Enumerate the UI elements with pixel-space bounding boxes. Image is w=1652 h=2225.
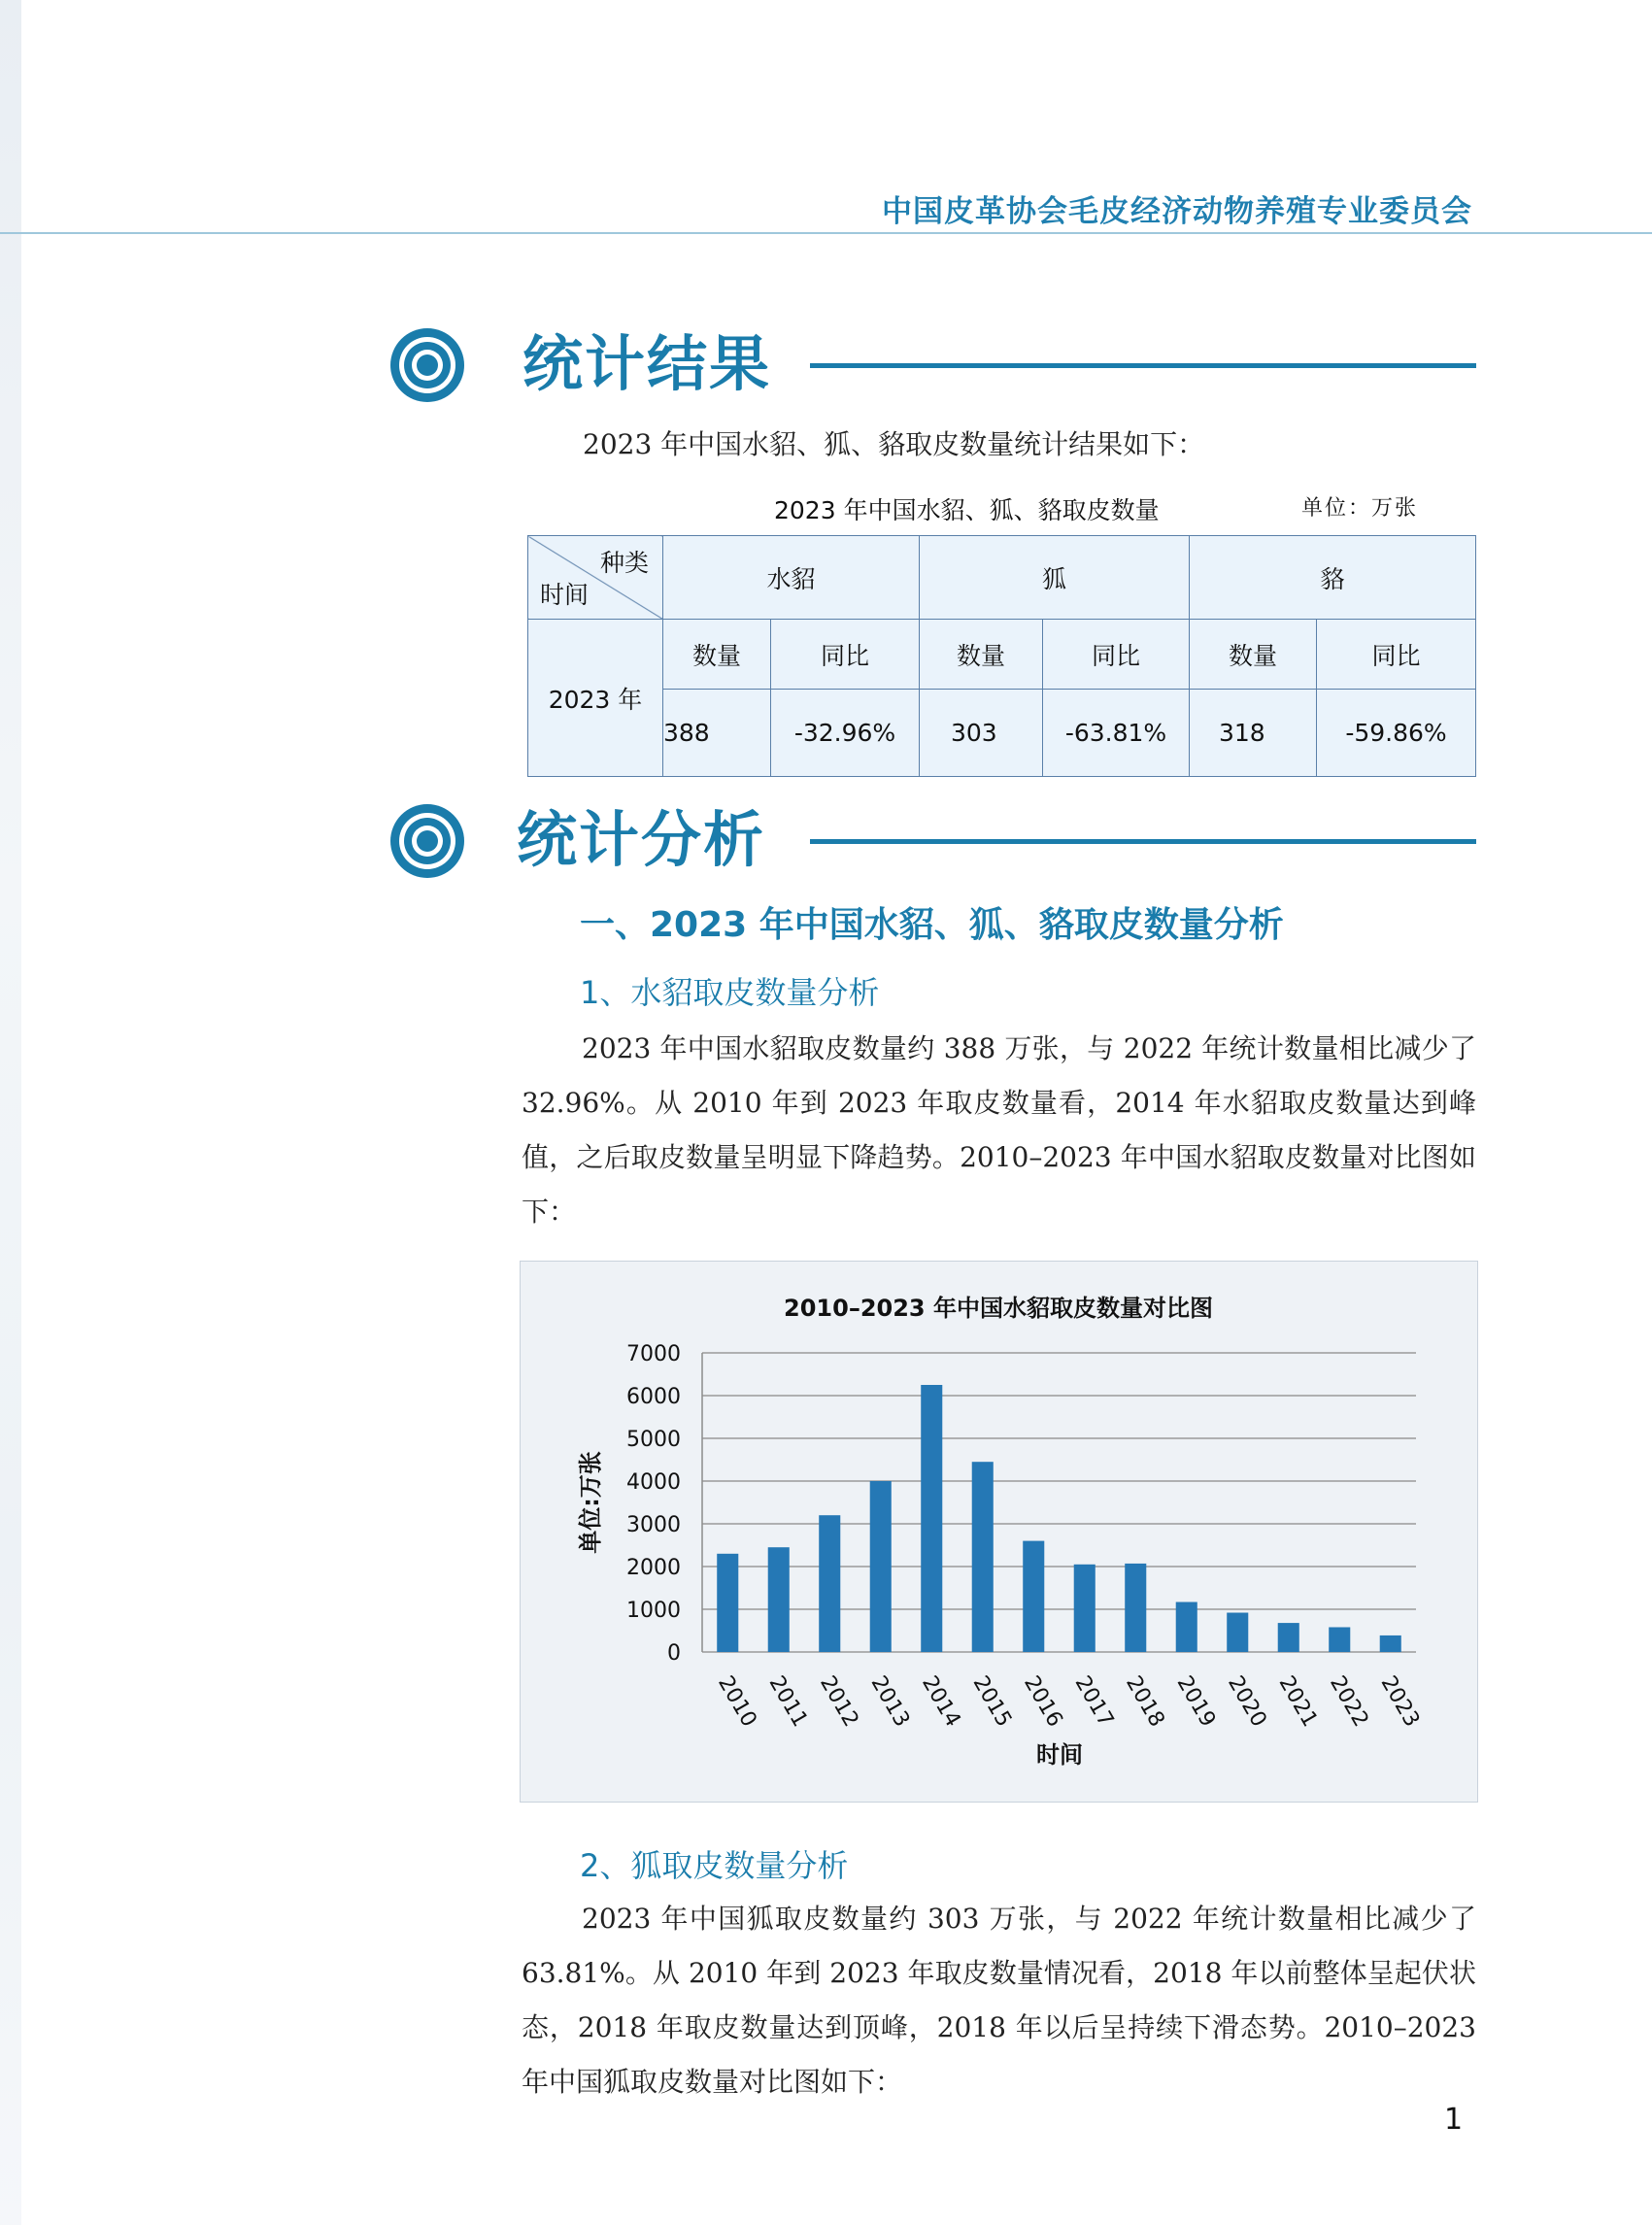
y-tick-label: 6000 [626, 1385, 681, 1409]
mink-heading: 1、水貂取皮数量分析 [580, 974, 880, 1011]
bar [819, 1515, 840, 1652]
x-tick-label: 2020 [1223, 1671, 1271, 1732]
x-axis-label: 时间 [1036, 1741, 1083, 1769]
page-number: 1 [1444, 2103, 1464, 2137]
y-tick-label: 3000 [626, 1513, 681, 1537]
y-tick-label: 2000 [626, 1556, 681, 1580]
table-cell: 388 [663, 690, 771, 777]
fox-heading: 2、狐取皮数量分析 [580, 1847, 849, 1884]
mink-chart-panel [520, 1261, 1478, 1803]
x-tick-label: 2011 [763, 1671, 813, 1732]
x-tick-label: 2017 [1069, 1671, 1119, 1732]
x-tick-label: 2023 [1375, 1671, 1425, 1732]
bar [972, 1462, 994, 1652]
species-header: 水貂 [663, 536, 920, 620]
section-analysis-heading [388, 796, 1476, 884]
species-header: 貉 [1190, 536, 1476, 620]
header-divider [0, 232, 1652, 234]
results-intro: 2023 年中国水貂、狐、貉取皮数量统计结果如下： [583, 428, 1205, 460]
header-org-name: 中国皮革协会毛皮经济动物养殖专业委员会 [882, 194, 1472, 229]
bar [1329, 1627, 1350, 1652]
y-tick-label: 1000 [626, 1599, 681, 1623]
section-rule [810, 363, 1476, 368]
x-tick-label: 2015 [967, 1671, 1017, 1732]
y-axis-label: 单位:万张 [577, 1451, 604, 1554]
bar [768, 1547, 790, 1652]
bar [1380, 1635, 1401, 1652]
results-table [527, 535, 1476, 777]
mink-bar-chart [521, 1262, 1477, 1802]
mink-paragraph: 2023 年中国水貂取皮数量约 388 万张，与 2022 年统计数量相比减少了 32.96%。从 2010 年到 2023 年取皮数量看，2014 年水貂取皮数量达到峰值，之后取皮数量呈明显下降趋势。2010–2023 年中国水貂取皮数量对比图如下： [522, 1032, 1476, 1228]
x-tick-label: 2021 [1273, 1671, 1323, 1732]
table-cell: -63.81% [1043, 690, 1190, 777]
y-tick-label: 0 [667, 1641, 681, 1666]
section-results-heading [388, 320, 1476, 408]
bar [1278, 1623, 1299, 1652]
chart-title: 2010–2023 年中国水貂取皮数量对比图 [784, 1295, 1213, 1322]
section-results-title: 统计结果 [523, 328, 772, 399]
x-tick-label: 2014 [917, 1671, 965, 1732]
y-tick-label: 7000 [626, 1342, 681, 1366]
corner-time-label: 时间 [540, 581, 590, 609]
section-rule [810, 839, 1476, 844]
sub-header: 数量 [920, 620, 1043, 690]
y-tick-label: 4000 [626, 1470, 681, 1495]
bar [1023, 1541, 1044, 1652]
x-tick-label: 2016 [1019, 1671, 1067, 1732]
y-tick-label: 5000 [626, 1428, 681, 1452]
corner-species-label: 种类 [599, 549, 649, 577]
sub-header: 同比 [1043, 620, 1190, 690]
bar [1125, 1564, 1146, 1652]
bar [870, 1481, 892, 1652]
x-tick-label: 2012 [815, 1671, 863, 1732]
analysis-heading-level1: 一、2023 年中国水貂、狐、貉取皮数量分析 [580, 905, 1284, 945]
bar [1176, 1602, 1197, 1652]
sub-header: 数量 [663, 620, 771, 690]
bar [921, 1385, 942, 1652]
bar [717, 1554, 738, 1652]
table-cell: 318 [1190, 690, 1317, 777]
row-label-year: 2023 年 [528, 620, 663, 777]
target-icon [388, 326, 466, 404]
bar [1227, 1613, 1248, 1652]
table-corner-cell [528, 536, 663, 620]
table-cell: 303 [920, 690, 1043, 777]
table-cell: -59.86% [1317, 690, 1476, 777]
sub-header: 同比 [1317, 620, 1476, 690]
x-tick-label: 2018 [1121, 1671, 1169, 1732]
x-tick-label: 2022 [1325, 1671, 1373, 1732]
x-tick-label: 2019 [1171, 1671, 1221, 1732]
sub-header: 同比 [771, 620, 920, 690]
table-cell: -32.96% [771, 690, 920, 777]
bar [1074, 1565, 1096, 1652]
left-decorative-strip [0, 0, 21, 2225]
target-icon [388, 802, 466, 880]
section-analysis-title: 统计分析 [517, 804, 766, 875]
table-unit: 单位：万张 [1301, 496, 1419, 521]
x-tick-label: 2010 [713, 1671, 761, 1732]
x-tick-label: 2013 [865, 1671, 915, 1732]
species-header: 狐 [920, 536, 1190, 620]
table-caption: 2023 年中国水貂、狐、貉取皮数量 [774, 496, 1160, 524]
sub-header: 数量 [1190, 620, 1317, 690]
fox-paragraph: 2023 年中国狐取皮数量约 303 万张，与 2022 年统计数量相比减少了 63.81%。从 2010 年到 2023 年取皮数量情况看，2018 年以前整体呈起伏状态，2018 年取皮数量达到顶峰，2018 年以后呈持续下滑态势。2010–2023 年中国狐取皮数量对比图如下： [522, 1903, 1476, 2098]
